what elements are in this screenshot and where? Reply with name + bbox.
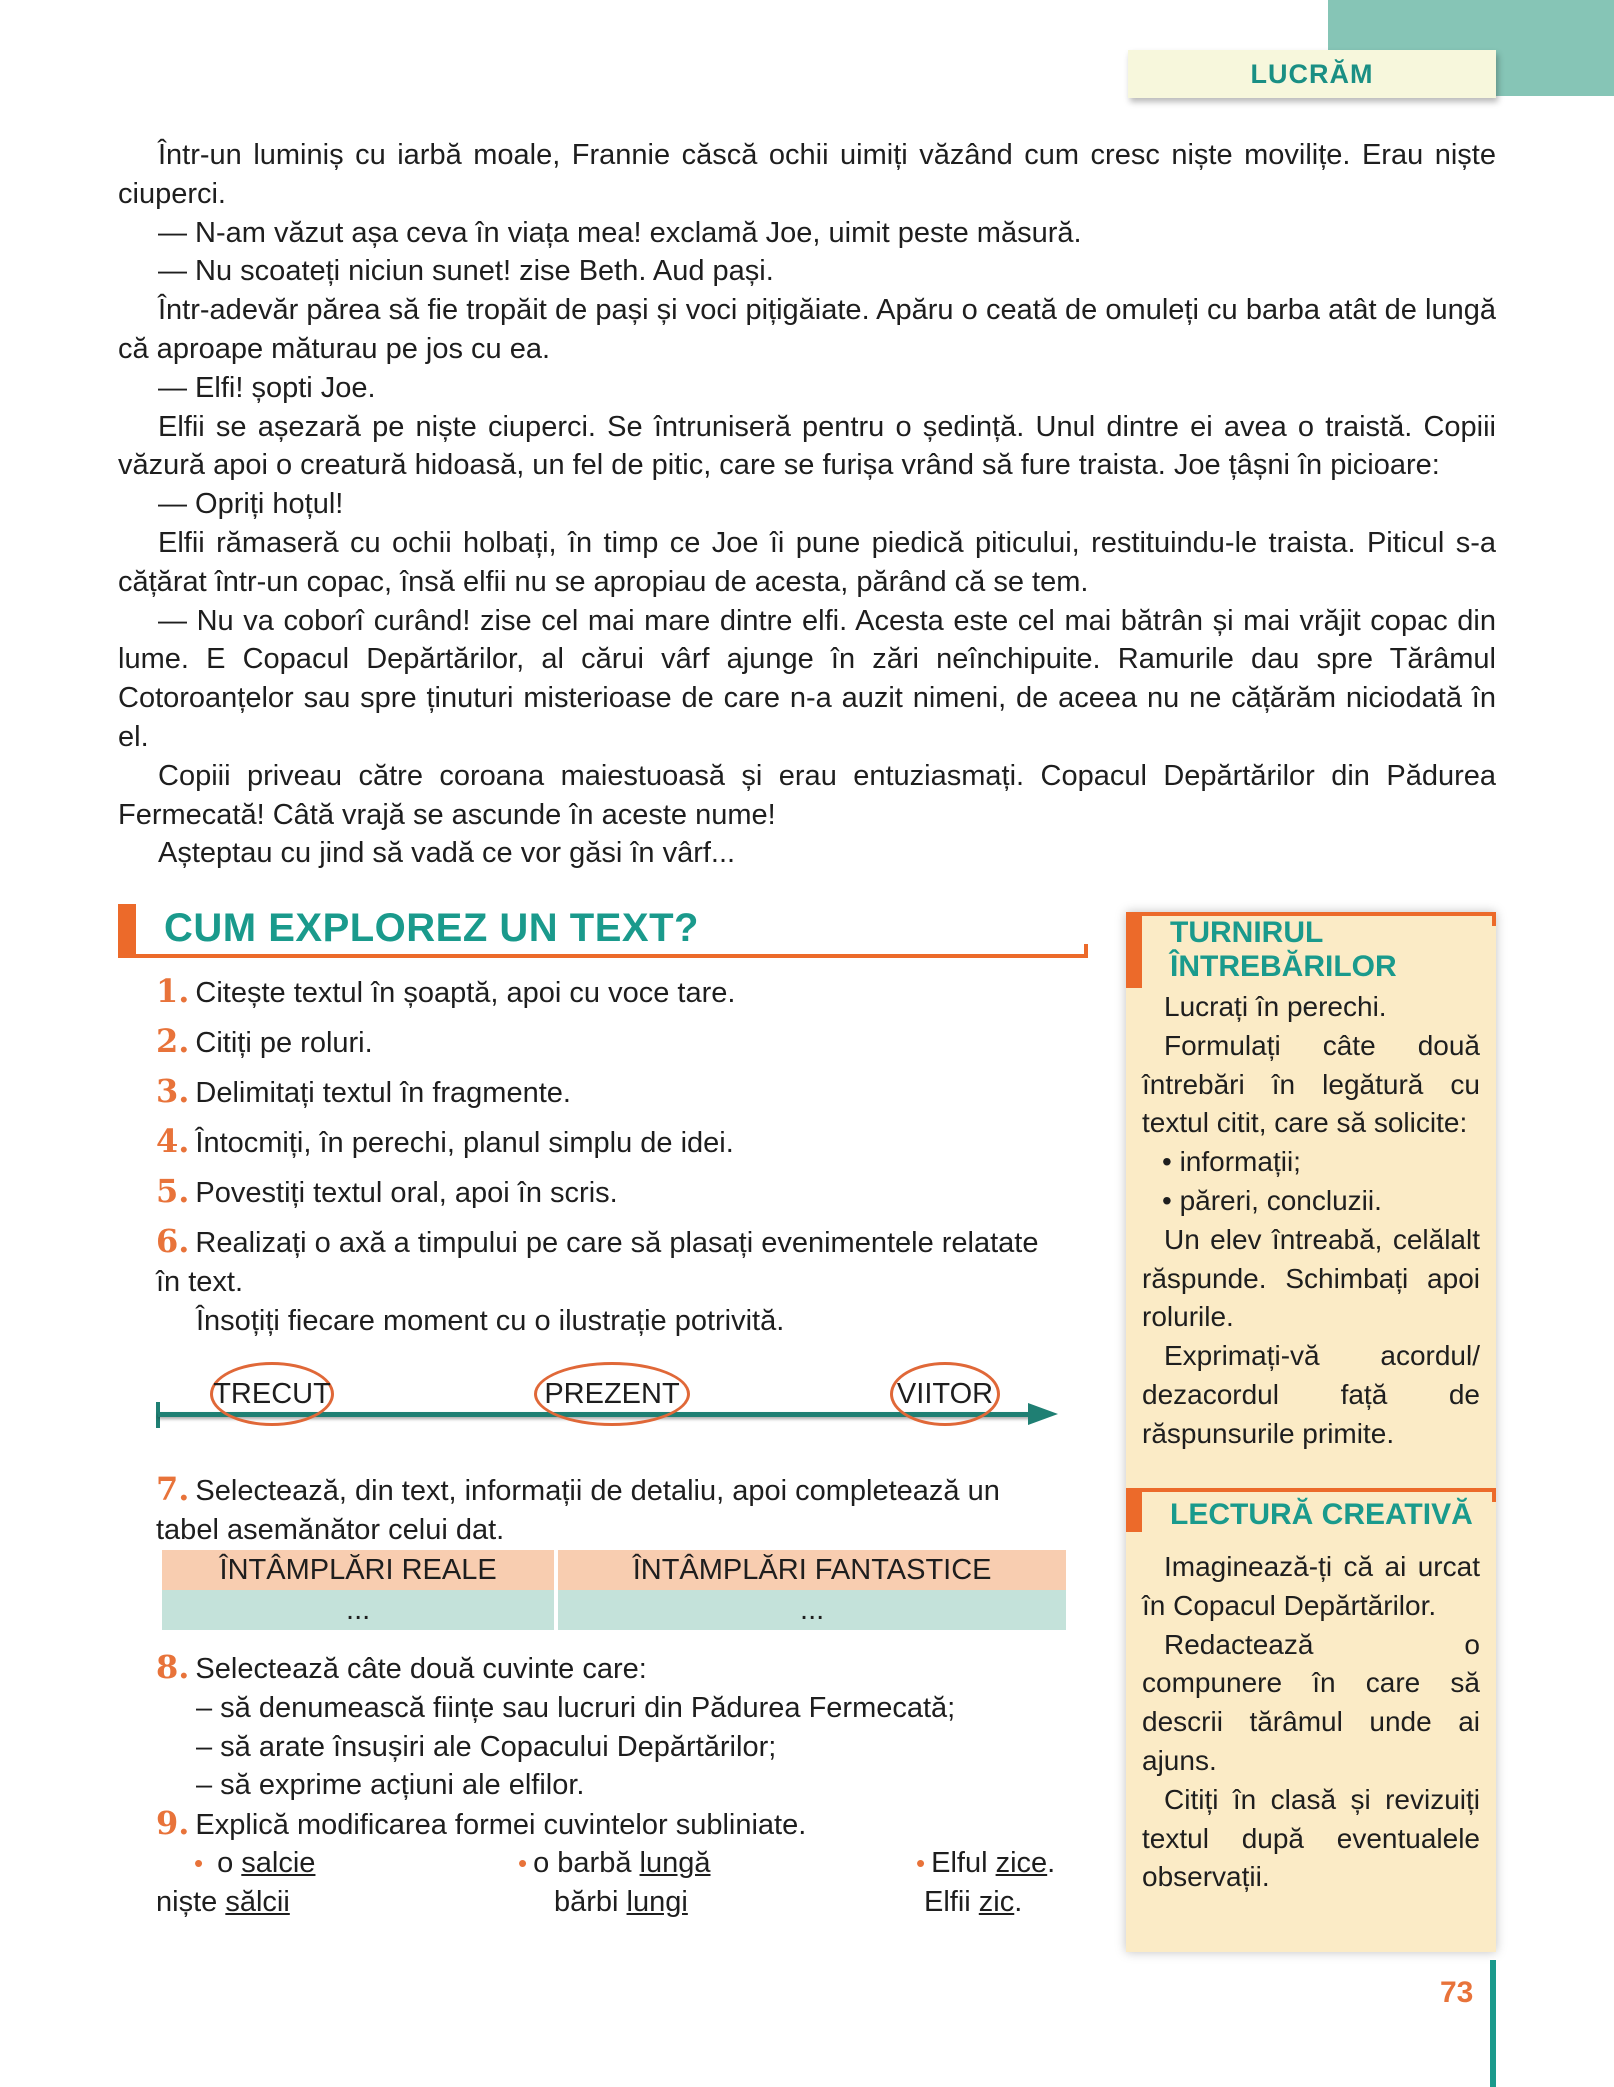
page-number-rule: [1490, 1960, 1496, 2087]
timeline-label-past: TRECUT: [210, 1362, 334, 1426]
table-header-cell: ÎNTÂMPLĂRI REALE: [162, 1550, 554, 1590]
example-suffix: .: [1047, 1847, 1056, 1879]
box-title-line: TURNIRUL: [1170, 916, 1324, 949]
box-body-turnir: [1142, 988, 1480, 1454]
box-title-lectura: LECTURĂ CREATIVĂ: [1170, 1498, 1473, 1531]
story-paragraph: — Nu scoateți niciun sunet! zise Beth. Aud pași.: [158, 255, 774, 288]
table-row: [162, 1590, 1066, 1630]
timeline-label-present: PREZENT: [534, 1362, 690, 1426]
box-title-line: ÎNTREBĂRILOR: [1170, 950, 1397, 983]
box-bullet: • informații;: [1162, 1146, 1301, 1178]
task-text: Realizați o axă a timpului pe care să plasați evenimentele relatate: [195, 1227, 1039, 1259]
task-number: 6.: [156, 1222, 190, 1260]
example-bullet: •: [518, 1848, 528, 1878]
story-text: [118, 136, 1496, 873]
section-tag: LUCRĂM: [1128, 50, 1496, 98]
example-text: Elfii: [924, 1885, 979, 1918]
story-paragraph: Într-un luminiș cu iarbă moale, Frannie căscă ochii uimiți văzând cum cresc niște movilițe. Erau niște ciuperci.: [118, 139, 1496, 210]
table-header-cell: ÎNTÂMPLĂRI FANTASTICE: [558, 1550, 1066, 1590]
timeline-label-future: VIITOR: [890, 1362, 1000, 1426]
explore-heading: [118, 904, 1088, 958]
events-table: [158, 1550, 1070, 1630]
task-text: Întocmiți, în perechi, planul simplu de idei.: [195, 1127, 734, 1159]
example-text: niște: [156, 1885, 226, 1918]
task-text-continued: în text.: [156, 1265, 244, 1298]
task-text: Selectează, din text, informații de detaliu, apoi completează un: [195, 1475, 1000, 1507]
story-paragraph: — N-am văzut așa ceva în viața mea! exclamă Joe, uimit peste măsură.: [158, 216, 1082, 249]
task-number: 4.: [156, 1122, 190, 1160]
box-title-turnir: [1170, 916, 1397, 984]
example-bullet: •: [194, 1848, 204, 1878]
sidebar-top-line: [1142, 1488, 1496, 1492]
page-number: 73: [1440, 1976, 1474, 2009]
explore-title: CUM EXPLOREZ UN TEXT?: [164, 906, 699, 950]
story-paragraph: Copiii priveau către coroana maiestuoasă și erau entuziasmați. Copacul Depărtărilor din Pădurea Fermecată! Câtă vrajă se ascunde în aceste nume!: [118, 759, 1496, 831]
box-paragraph: Un elev întreabă, celălalt răspunde. Schimbați apoi rolurile.: [1142, 1223, 1480, 1333]
sidebar-panel: [1126, 912, 1496, 1952]
task-text: Delimitați textul în fragmente.: [195, 1077, 571, 1109]
task-text-continued: tabel asemănător celui dat.: [156, 1513, 505, 1546]
example-text: o: [217, 1847, 242, 1879]
task-item: [156, 1470, 1096, 1550]
task-subitem: – să denumească ființe sau lucruri din Pădurea Fermecată;: [196, 1691, 956, 1724]
task-item: [156, 1122, 1096, 1163]
box-paragraph: Citiți în clasă și revizuiți textul după eventualele observații.: [1142, 1783, 1480, 1893]
heading-end-tick: [1084, 944, 1088, 958]
sidebar-right-tick: [1492, 912, 1496, 926]
task-item: [156, 1222, 1096, 1340]
heading-underline: [136, 954, 1088, 958]
example-bullet: •: [916, 1848, 926, 1878]
example-salcie: [156, 1844, 394, 1922]
task-text: Citește textul în șoaptă, apoi cu voce tare.: [195, 977, 736, 1009]
box-paragraph: Formulați câte două întrebări în legătură cu textul citit, care să solicite:: [1142, 1029, 1480, 1139]
box-body-lectura: [1142, 1548, 1480, 1897]
story-paragraph: Elfii rămaseră cu ochii holbați, în timp ce Joe îi pune piedică piticului, restituindu-le traista. Piticul s-a cățărat într-un copac, însă elfii nu se apropiau de acesta, părând că se tem.: [118, 526, 1496, 598]
box-bullet: • păreri, concluzii.: [1162, 1184, 1382, 1216]
example-text: o barbă: [533, 1847, 640, 1879]
example-suffix: .: [1014, 1885, 1023, 1918]
table-header-row: [162, 1550, 1066, 1590]
task-extra: Însoțiți fiecare moment cu o ilustrație potrivită.: [196, 1304, 785, 1337]
task-item: [156, 1804, 1096, 1845]
story-paragraph: — Opriți hoțul!: [158, 488, 344, 521]
story-paragraph: — Nu va coborî curând! zise cel mai mare dintre elfi. Acesta este cel mai bătrân și mai vrăjit copac din lume. E Copacul Depărtărilor, al cărui vârf ajunge în zări neînchipuite. Ramurile dau spre Tărâmul Cotoroanțelor sau spre ținuturi misterioase de care n-a auzit nimeni, de aceea nu ne cățărăm niciodată în el.: [118, 604, 1496, 753]
task-number: 8.: [156, 1648, 190, 1686]
underlined-word: salcie: [241, 1847, 316, 1879]
task-subitem: – să exprime acțiuni ale elfilor.: [196, 1769, 585, 1802]
underlined-word: lungi: [626, 1885, 688, 1918]
task-item: [156, 1022, 1096, 1063]
example-barba: [518, 1844, 778, 1922]
box-paragraph: Exprimați-vă acordul/ dezacordul față de răspunsurile primite.: [1142, 1340, 1480, 1449]
task-number: 5.: [156, 1172, 190, 1210]
box-paragraph: Imaginează-ți că ai urcat în Copacul Depărtărilor.: [1142, 1551, 1480, 1621]
task-number: 7.: [156, 1470, 190, 1508]
sidebar-accent-bar: [1126, 912, 1142, 988]
task-item: [156, 1648, 1096, 1805]
table-cell: ...: [162, 1590, 554, 1630]
task-text: Povestiți textul oral, apoi în scris.: [195, 1177, 618, 1209]
task-text: Citiți pe roluri.: [195, 1027, 373, 1059]
task-text: Selectează câte două cuvinte care:: [195, 1653, 647, 1685]
story-paragraph: Așteptau cu jind să vadă ce vor găsi în vârf...: [158, 837, 736, 870]
story-paragraph: Elfii se așezară pe niște ciuperci. Se întruniseră pentru o ședință. Unul dintre ei avea o traistă. Copiii văzură apoi o creatură hidoasă, un fel de pitic, care se furișa vrând să fure traista. Joe țâșni în picioare:: [118, 410, 1496, 482]
arrow-right-icon: [1028, 1403, 1058, 1425]
underlined-word: lungă: [639, 1847, 711, 1879]
table-cell: ...: [558, 1590, 1066, 1630]
task-subitem: – să arate însușiri ale Copacului Depărtărilor;: [196, 1730, 777, 1763]
story-paragraph: Într-adevăr părea să fie tropăit de pași și voci pițigăiate. Apăru o ceată de omuleți cu barba atât de lungă că aproape măturau pe jos cu ea.: [118, 294, 1496, 365]
underlined-word: zice: [995, 1847, 1048, 1879]
underlined-word: sălcii: [225, 1885, 290, 1918]
task-number: 3.: [156, 1072, 190, 1110]
example-elful: [916, 1844, 1096, 1922]
example-text: bărbi: [554, 1885, 627, 1918]
task-item: [156, 972, 1096, 1013]
underlined-word: zic: [978, 1885, 1015, 1918]
task-item: [156, 1072, 1096, 1113]
box-paragraph: Redactează o compunere în care să descrii tărâmul unde ai ajuns.: [1142, 1628, 1480, 1776]
timeline: [156, 1362, 1076, 1452]
task-item: [156, 1172, 1096, 1213]
task-number: 9.: [156, 1804, 190, 1842]
box-paragraph: Lucrați în perechi.: [1164, 991, 1387, 1022]
task-number: 1.: [156, 972, 190, 1010]
heading-accent-bar: [118, 904, 136, 958]
task-number: 2.: [156, 1022, 190, 1060]
task-text: Explică modificarea formei cuvintelor subliniate.: [195, 1809, 807, 1841]
story-paragraph: — Elfi! șopti Joe.: [158, 371, 376, 404]
sidebar-right-tick: [1492, 1488, 1496, 1502]
example-text: Elful: [931, 1847, 996, 1879]
sidebar-accent-bar: [1126, 1488, 1142, 1532]
